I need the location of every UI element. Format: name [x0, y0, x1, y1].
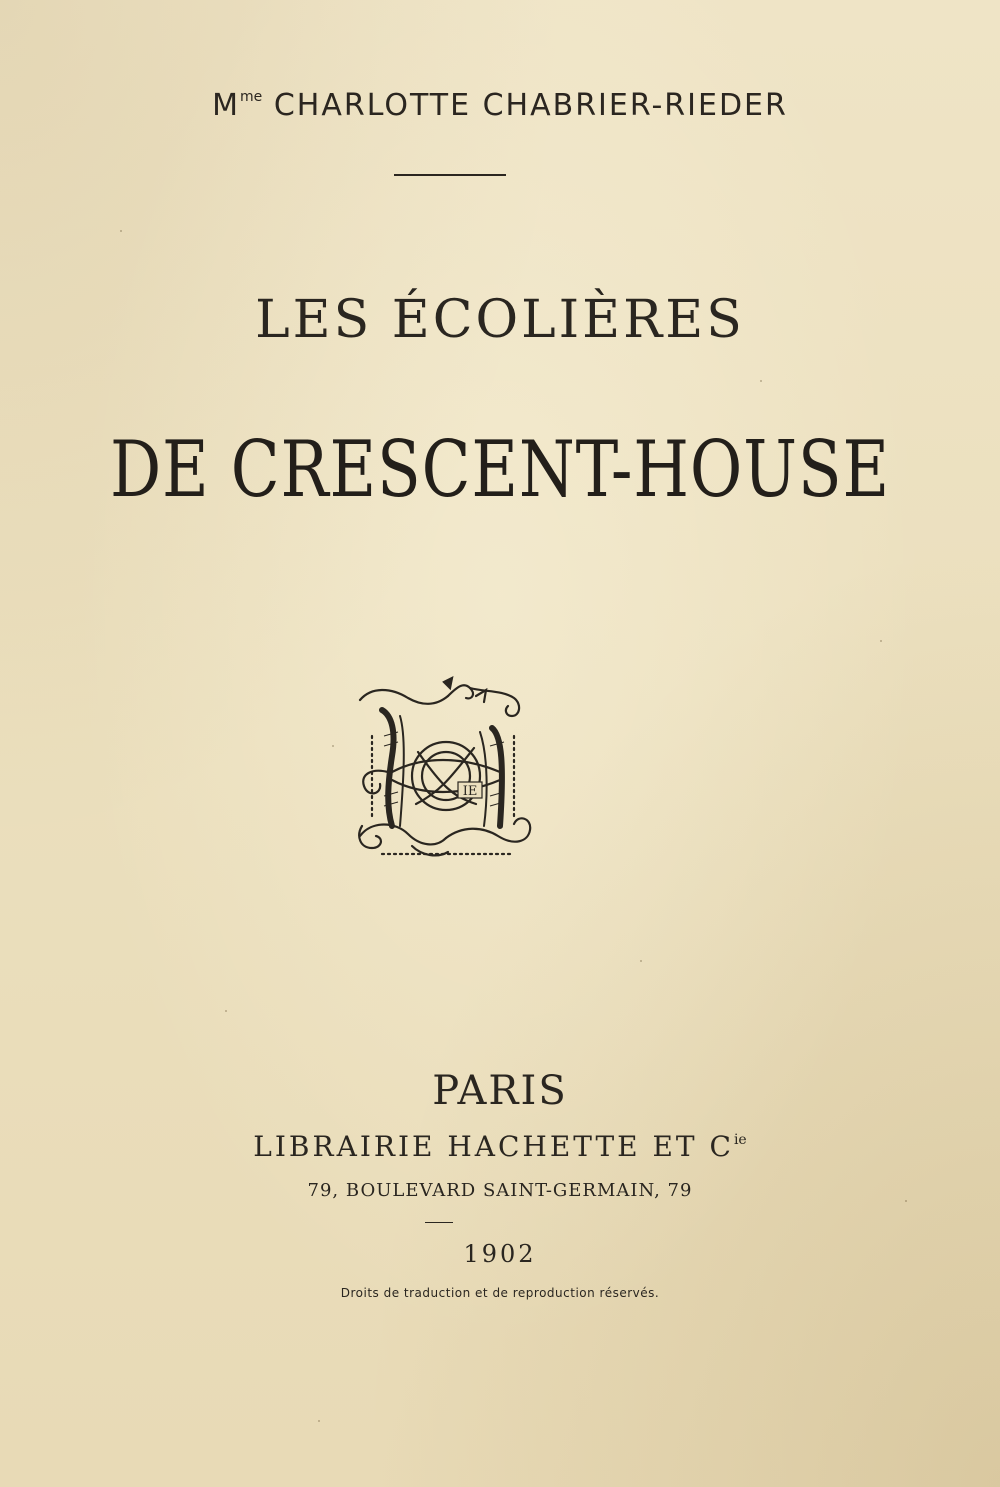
paper-speck — [318, 1420, 320, 1422]
publisher-monogram-icon — [352, 676, 536, 860]
publisher-superscript: ie — [733, 1132, 747, 1148]
paper-speck — [880, 640, 882, 642]
imprint-divider — [425, 1222, 453, 1223]
author-line — [0, 88, 1000, 123]
imprint-publisher — [0, 1130, 1000, 1163]
author-prefix-superscript: me — [240, 89, 263, 105]
title-line-1: LES ÉCOLIÈRES — [255, 290, 745, 350]
imprint-address: 79, BOULEVARD SAINT-GERMAIN, 79 — [307, 1180, 693, 1201]
author-name: CHARLOTTE CHABRIER-RIEDER — [273, 88, 788, 123]
paper-speck — [332, 745, 334, 747]
monogram-text: IE — [462, 784, 478, 799]
title-line-2: DE CRESCENT-HOUSE — [109, 425, 891, 515]
publisher-name: LIBRAIRIE HACHETTE ET C — [253, 1130, 734, 1163]
paper-speck — [225, 1010, 227, 1012]
rights-notice: Droits de traduction et de reproduction réservés. — [340, 1286, 660, 1300]
author-prefix: M — [212, 88, 241, 123]
author-divider — [394, 174, 506, 176]
paper-speck — [760, 380, 762, 382]
paper-speck — [640, 960, 642, 962]
imprint-city: PARIS — [432, 1068, 568, 1114]
imprint-year: 1902 — [463, 1240, 537, 1268]
paper-speck — [120, 230, 122, 232]
